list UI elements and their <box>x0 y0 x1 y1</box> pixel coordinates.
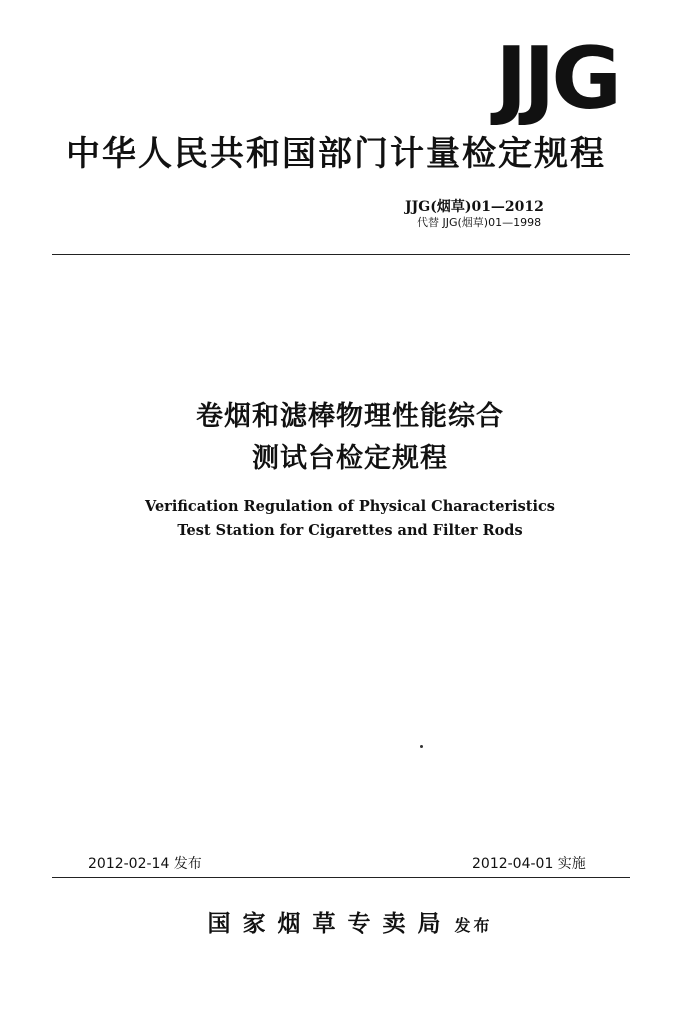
publisher-name: 国家烟草专卖局 <box>207 910 453 937</box>
bottom-divider <box>52 877 630 878</box>
english-title-line-2: Test Station for Cigarettes and Filter Rods <box>177 522 523 539</box>
top-divider <box>52 254 630 255</box>
chinese-title-line-2: 测试台检定规程 <box>252 443 448 474</box>
effective-date: 2012-04-01 实施 <box>472 856 586 872</box>
jjg-logo: JJG <box>495 29 618 129</box>
scan-speck <box>420 745 423 748</box>
english-title-line-1: Verification Regulation of Physical Characteristics <box>145 498 555 515</box>
issue-date: 2012-02-14 发布 <box>88 856 202 872</box>
replaces-code: 代替 JJG(烟草)01—1998 <box>417 216 542 229</box>
series-title: 中华人民共和国部门计量检定规程 <box>66 134 606 174</box>
chinese-title-line-1: 卷烟和滤棒物理性能综合 <box>196 401 504 432</box>
publisher <box>0 905 700 938</box>
standard-code: JJG(烟草)01—2012 <box>405 199 544 215</box>
publisher-suffix: 发布 <box>454 916 493 935</box>
